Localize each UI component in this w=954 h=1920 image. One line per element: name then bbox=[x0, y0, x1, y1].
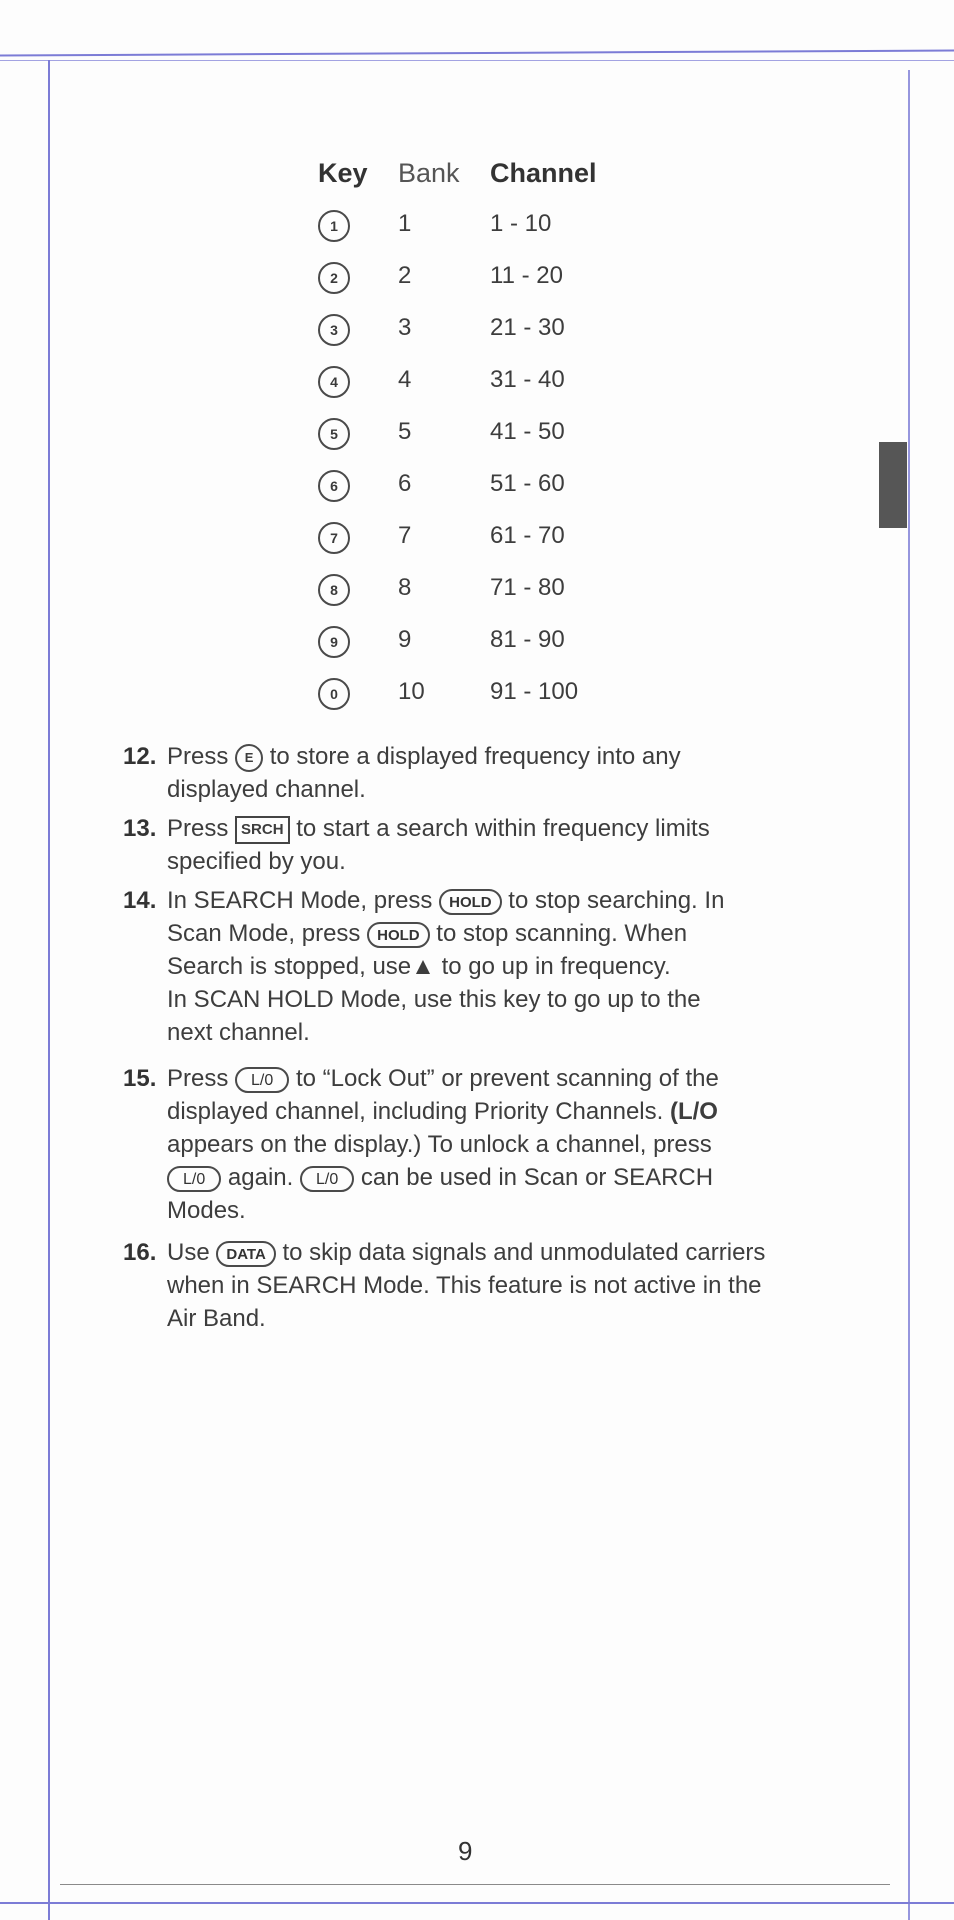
key-1-icon: 1 bbox=[318, 210, 350, 242]
channel-range: 71 - 80 bbox=[490, 574, 565, 601]
item-text: again. bbox=[227, 1164, 294, 1191]
bank-value: 10 bbox=[398, 678, 425, 705]
key-0-icon: 0 bbox=[318, 678, 350, 710]
bottom-edge-line bbox=[0, 1902, 954, 1904]
channel-range: 81 - 90 bbox=[490, 626, 565, 653]
key-7-icon: 7 bbox=[318, 522, 350, 554]
bank-value: 2 bbox=[398, 262, 412, 289]
up-arrow-icon: ▲ bbox=[411, 953, 435, 980]
item-number: 16. bbox=[123, 1239, 157, 1266]
bank-value: 4 bbox=[398, 366, 412, 393]
channel-range: 91 - 100 bbox=[490, 678, 579, 705]
table-row bbox=[318, 366, 638, 406]
right-edge-line bbox=[908, 70, 910, 1920]
page-number: 9 bbox=[458, 1836, 473, 1866]
table-row bbox=[318, 314, 638, 354]
header-bank: Bank bbox=[398, 158, 460, 188]
bank-value: 5 bbox=[398, 418, 412, 445]
table-header bbox=[318, 158, 638, 198]
table-row bbox=[318, 418, 638, 458]
bottom-rule bbox=[60, 1884, 890, 1885]
key-9-icon: 9 bbox=[318, 626, 350, 658]
item-text: appears on the display.) To unlock a channel, press bbox=[167, 1131, 712, 1158]
item-text: In SEARCH Mode, press bbox=[167, 887, 433, 914]
table-row bbox=[318, 262, 638, 302]
item-text: can be used in Scan or SEARCH bbox=[360, 1164, 714, 1191]
item-text: to go up in frequency. bbox=[441, 953, 671, 980]
bank-value: 8 bbox=[398, 574, 412, 601]
bank-value: 7 bbox=[398, 522, 412, 549]
key-4-icon: 4 bbox=[318, 366, 350, 398]
item-number: 12. bbox=[123, 743, 157, 770]
channel-range: 31 - 40 bbox=[490, 366, 565, 393]
table-row bbox=[318, 210, 638, 250]
item-text: Scan Mode, press bbox=[167, 920, 361, 947]
item-number: 13. bbox=[123, 815, 157, 842]
bank-value: 6 bbox=[398, 470, 412, 497]
item-text: Press bbox=[167, 743, 229, 770]
key-3-icon: 3 bbox=[318, 314, 350, 346]
e-key-icon: E bbox=[235, 744, 263, 772]
item-text: displayed channel. bbox=[167, 776, 366, 803]
item-text: Air Band. bbox=[167, 1305, 266, 1332]
left-edge-line bbox=[48, 60, 50, 1920]
item-text: Use bbox=[167, 1239, 210, 1266]
table-row bbox=[318, 678, 638, 718]
table-row bbox=[318, 522, 638, 562]
item-text: displayed channel, including Priority Channels. bbox=[167, 1098, 664, 1125]
channel-range: 61 - 70 bbox=[490, 522, 565, 549]
item-text: specified by you. bbox=[167, 848, 346, 875]
header-key: Key bbox=[318, 158, 368, 188]
section-tab-marker bbox=[879, 442, 907, 528]
lo-key-icon: L/0 bbox=[167, 1166, 221, 1192]
item-text: to store a displayed frequency into any bbox=[269, 743, 681, 770]
table-row bbox=[318, 470, 638, 510]
item-text: to stop scanning. When bbox=[436, 920, 688, 947]
table-row bbox=[318, 626, 638, 666]
item-text: Press bbox=[167, 1065, 229, 1092]
item-text: to “Lock Out” or prevent scanning of the bbox=[295, 1065, 719, 1092]
item-text: to skip data signals and unmodulated carriers bbox=[282, 1239, 766, 1266]
channel-range: 11 - 20 bbox=[490, 262, 563, 289]
item-text: Press bbox=[167, 815, 229, 842]
item-text: when in SEARCH Mode. This feature is not active in the bbox=[167, 1272, 762, 1299]
top-edge-line-2 bbox=[0, 60, 954, 61]
channel-range: 21 - 30 bbox=[490, 314, 565, 341]
item-text: Modes. bbox=[167, 1197, 246, 1224]
header-channel: Channel bbox=[490, 158, 597, 188]
channel-range: 41 - 50 bbox=[490, 418, 565, 445]
item-text: (L/O bbox=[669, 1098, 718, 1125]
table-row bbox=[318, 574, 638, 614]
item-text: next channel. bbox=[167, 1019, 310, 1046]
item-number: 15. bbox=[123, 1065, 157, 1092]
hold-key-icon: HOLD bbox=[439, 889, 502, 915]
channel-range: 51 - 60 bbox=[490, 470, 565, 497]
key-6-icon: 6 bbox=[318, 470, 350, 502]
top-edge-line bbox=[0, 50, 954, 57]
item-text: to stop searching. In bbox=[508, 887, 725, 914]
key-8-icon: 8 bbox=[318, 574, 350, 606]
srch-key-icon: SRCH bbox=[235, 816, 290, 844]
channel-range: 1 - 10 bbox=[490, 210, 552, 237]
bank-value: 3 bbox=[398, 314, 412, 341]
data-key-icon: DATA bbox=[216, 1241, 275, 1267]
hold-key-icon: HOLD bbox=[367, 922, 430, 948]
key-5-icon: 5 bbox=[318, 418, 350, 450]
item-text: to start a search within frequency limits bbox=[296, 815, 710, 842]
item-text: Search is stopped, use bbox=[167, 953, 412, 980]
lo-key-icon: L/0 bbox=[235, 1067, 289, 1093]
lo-key-icon: L/0 bbox=[300, 1166, 354, 1192]
key-2-icon: 2 bbox=[318, 262, 350, 294]
item-number: 14. bbox=[123, 887, 157, 914]
bank-value: 1 bbox=[398, 210, 412, 237]
bank-value: 9 bbox=[398, 626, 412, 653]
item-text: In SCAN HOLD Mode, use this key to go up to the bbox=[167, 986, 701, 1013]
